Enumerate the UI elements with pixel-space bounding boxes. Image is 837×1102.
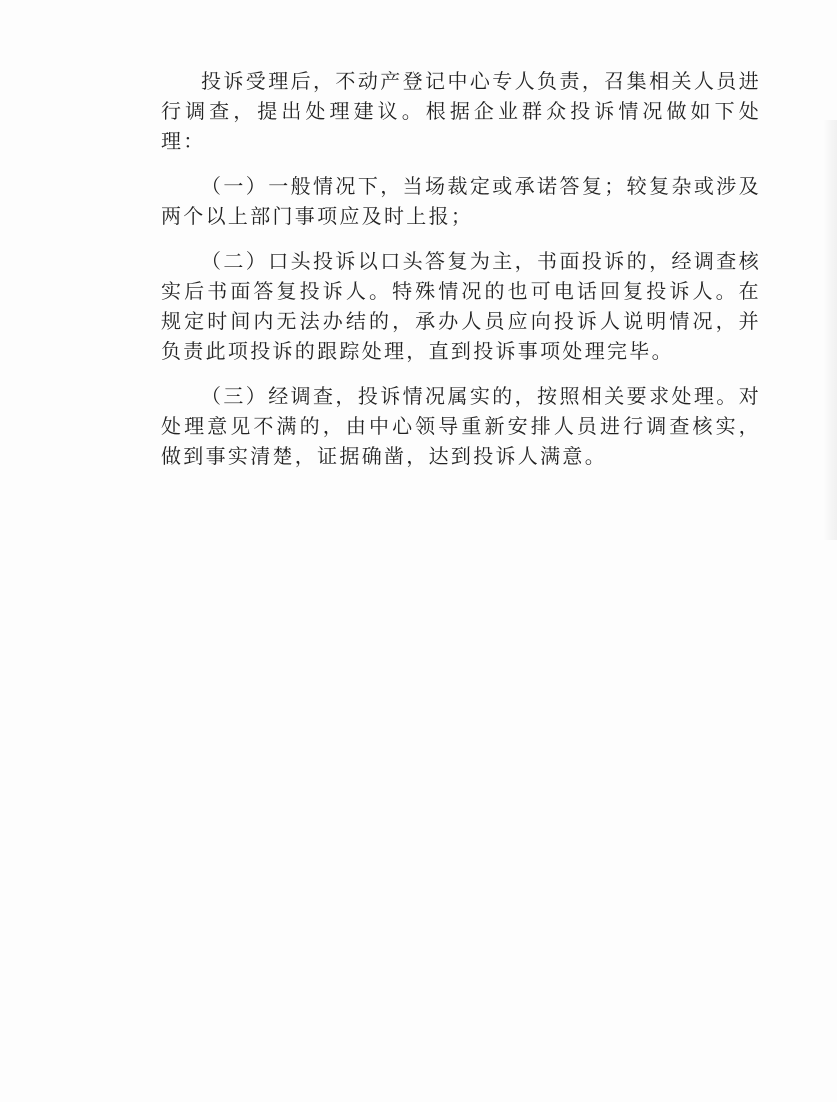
- scan-edge-shadow: [823, 120, 837, 540]
- paragraph-item-3: （三）经调查，投诉情况属实的，按照相关要求处理。对处理意见不满的，由中心领导重新安排人员进行调查核实，做到事实清楚，证据确凿，达到投诉人满意。: [161, 384, 761, 468]
- paragraph-item-1: （一）一般情况下，当场裁定或承诺答复；较复杂或涉及两个以上部门事项应及时上报；: [161, 174, 761, 228]
- document-body: [161, 66, 761, 471]
- paragraph-item-2: （二）口头投诉以口头答复为主，书面投诉的，经调查核实后书面答复投诉人。特殊情况的也可电话回复投诉人。在规定时间内无法办结的，承办人员应向投诉人说明情况，并负责此项投诉的跟踪处理，直到投诉事项处理完毕。: [161, 249, 761, 363]
- paragraph-intro: 投诉受理后，不动产登记中心专人负责，召集相关人员进行调查，提出处理建议。根据企业群众投诉情况做如下处理：: [161, 69, 761, 153]
